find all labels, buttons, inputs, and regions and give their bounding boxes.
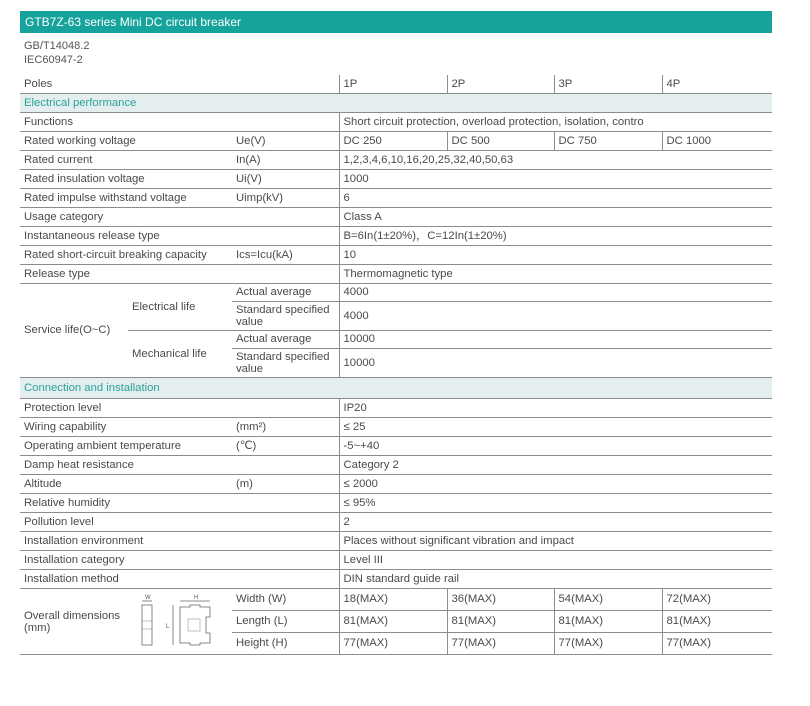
- poles-2p: 2P: [447, 75, 554, 94]
- functions-label: Functions: [20, 113, 339, 132]
- row-damp: [20, 456, 772, 475]
- height-label: Height (H): [232, 633, 339, 655]
- width-label: Width (W): [232, 589, 339, 611]
- breaking-label: Rated short-circuit breaking capacity: [20, 246, 232, 265]
- fig-label-l: L: [166, 623, 170, 630]
- width-2p: 36(MAX): [447, 589, 554, 611]
- length-label: Length (L): [232, 611, 339, 633]
- width-3p: 54(MAX): [554, 589, 662, 611]
- current-unit: In(A): [232, 151, 339, 170]
- voltage-1p: DC 250: [339, 132, 447, 151]
- standard-2: IEC60947-2: [24, 54, 83, 66]
- current-value: 1,2,3,4,6,10,16,20,25,32,40,50,63: [339, 151, 772, 170]
- service-life-label: Service life(O~C): [20, 284, 128, 378]
- section-electrical: [20, 94, 772, 113]
- row-breaking: [20, 246, 772, 265]
- humidity-label: Relative humidity: [20, 494, 339, 513]
- environment-label: Installation environment: [20, 532, 339, 551]
- row-current: [20, 151, 772, 170]
- poles-1p: 1P: [339, 75, 447, 94]
- release-value: Thermomagnetic type: [339, 265, 772, 284]
- current-label: Rated current: [20, 151, 232, 170]
- row-mechanical-actual: [20, 331, 772, 349]
- length-3p: 81(MAX): [554, 611, 662, 633]
- protection-label: Protection level: [20, 399, 339, 418]
- temperature-label: Operating ambient temperature: [20, 437, 232, 456]
- mechanical-life-label: Mechanical life: [128, 331, 232, 378]
- dimensions-label: Overall dimensions (mm): [20, 589, 128, 655]
- voltage-2p: DC 500: [447, 132, 554, 151]
- row-functions: [20, 113, 772, 132]
- length-2p: 81(MAX): [447, 611, 554, 633]
- insulation-label: Rated insulation voltage: [20, 170, 232, 189]
- page-title: GTB7Z-63 series Mini DC circuit breaker: [20, 11, 772, 33]
- functions-value: Short circuit protection, overload protection, isolation, contro: [339, 113, 772, 132]
- row-insulation: [20, 170, 772, 189]
- row-environment: [20, 532, 772, 551]
- altitude-unit: (m): [232, 475, 339, 494]
- humidity-value: ≤ 95%: [339, 494, 772, 513]
- damp-label: Damp heat resistance: [20, 456, 339, 475]
- mechanical-actual-value: 10000: [339, 331, 772, 349]
- dimensions-figure-cell: [128, 589, 232, 655]
- electrical-life-label: Electrical life: [128, 284, 232, 331]
- electrical-actual-label: Actual average: [232, 284, 339, 302]
- insulation-value: 1000: [339, 170, 772, 189]
- row-method: [20, 570, 772, 589]
- pollution-label: Pollution level: [20, 513, 339, 532]
- altitude-value: ≤ 2000: [339, 475, 772, 494]
- category-value: Level III: [339, 551, 772, 570]
- row-impulse: [20, 189, 772, 208]
- method-value: DIN standard guide rail: [339, 570, 772, 589]
- mechanical-actual-label: Actual average: [232, 331, 339, 349]
- voltage-unit: Ue(V): [232, 132, 339, 151]
- row-usage: [20, 208, 772, 227]
- length-1p: 81(MAX): [339, 611, 447, 633]
- height-4p: 77(MAX): [662, 633, 772, 655]
- row-pollution: [20, 513, 772, 532]
- fig-label-w: W: [145, 594, 151, 601]
- height-2p: 77(MAX): [447, 633, 554, 655]
- breaker-dimension-icon: [128, 593, 228, 651]
- usage-value: Class A: [339, 208, 772, 227]
- mechanical-standard-label: Standard specified value: [232, 349, 339, 378]
- section-connection-title: Connection and installation: [20, 378, 772, 399]
- wiring-value: ≤ 25: [339, 418, 772, 437]
- protection-value: IP20: [339, 399, 772, 418]
- row-temperature: [20, 437, 772, 456]
- row-voltage: [20, 132, 772, 151]
- row-release: [20, 265, 772, 284]
- section-electrical-title: Electrical performance: [20, 94, 772, 113]
- impulse-unit: Uimp(kV): [232, 189, 339, 208]
- impulse-label: Rated impulse withstand voltage: [20, 189, 232, 208]
- height-3p: 77(MAX): [554, 633, 662, 655]
- poles-3p: 3P: [554, 75, 662, 94]
- damp-value: Category 2: [339, 456, 772, 475]
- breaking-unit: Ics=Icu(kA): [232, 246, 339, 265]
- voltage-label: Rated working voltage: [20, 132, 232, 151]
- row-humidity: [20, 494, 772, 513]
- row-poles: [20, 75, 772, 94]
- method-label: Installation method: [20, 570, 339, 589]
- impulse-value: 6: [339, 189, 772, 208]
- poles-label: Poles: [20, 75, 339, 94]
- row-electrical-actual: [20, 284, 772, 302]
- pollution-value: 2: [339, 513, 772, 532]
- spec-table: [20, 75, 772, 655]
- wiring-label: Wiring capability: [20, 418, 232, 437]
- release-label: Release type: [20, 265, 339, 284]
- wiring-unit: (mm²): [232, 418, 339, 437]
- row-altitude: [20, 475, 772, 494]
- fig-label-h: H: [194, 594, 199, 601]
- insulation-unit: Ui(V): [232, 170, 339, 189]
- environment-value: Places without significant vibration and impact: [339, 532, 772, 551]
- row-instant: [20, 227, 772, 246]
- standard-1: GB/T14048.2: [24, 40, 90, 52]
- voltage-3p: DC 750: [554, 132, 662, 151]
- row-wiring: [20, 418, 772, 437]
- electrical-standard-label: Standard specified value: [232, 302, 339, 331]
- row-protection: [20, 399, 772, 418]
- electrical-actual-value: 4000: [339, 284, 772, 302]
- temperature-unit: (℃): [232, 437, 339, 456]
- row-width: [20, 589, 772, 611]
- instant-value: B=6In(1±20%)，C=12In(1±20%): [339, 227, 772, 246]
- voltage-4p: DC 1000: [662, 132, 772, 151]
- instant-label: Instantaneous release type: [20, 227, 339, 246]
- row-category: [20, 551, 772, 570]
- altitude-label: Altitude: [20, 475, 232, 494]
- electrical-standard-value: 4000: [339, 302, 772, 331]
- category-label: Installation category: [20, 551, 339, 570]
- temperature-value: -5~+40: [339, 437, 772, 456]
- section-connection: [20, 378, 772, 399]
- height-1p: 77(MAX): [339, 633, 447, 655]
- breaking-value: 10: [339, 246, 772, 265]
- mechanical-standard-value: 10000: [339, 349, 772, 378]
- width-1p: 18(MAX): [339, 589, 447, 611]
- poles-4p: 4P: [662, 75, 772, 94]
- width-4p: 72(MAX): [662, 589, 772, 611]
- length-4p: 81(MAX): [662, 611, 772, 633]
- usage-label: Usage category: [20, 208, 339, 227]
